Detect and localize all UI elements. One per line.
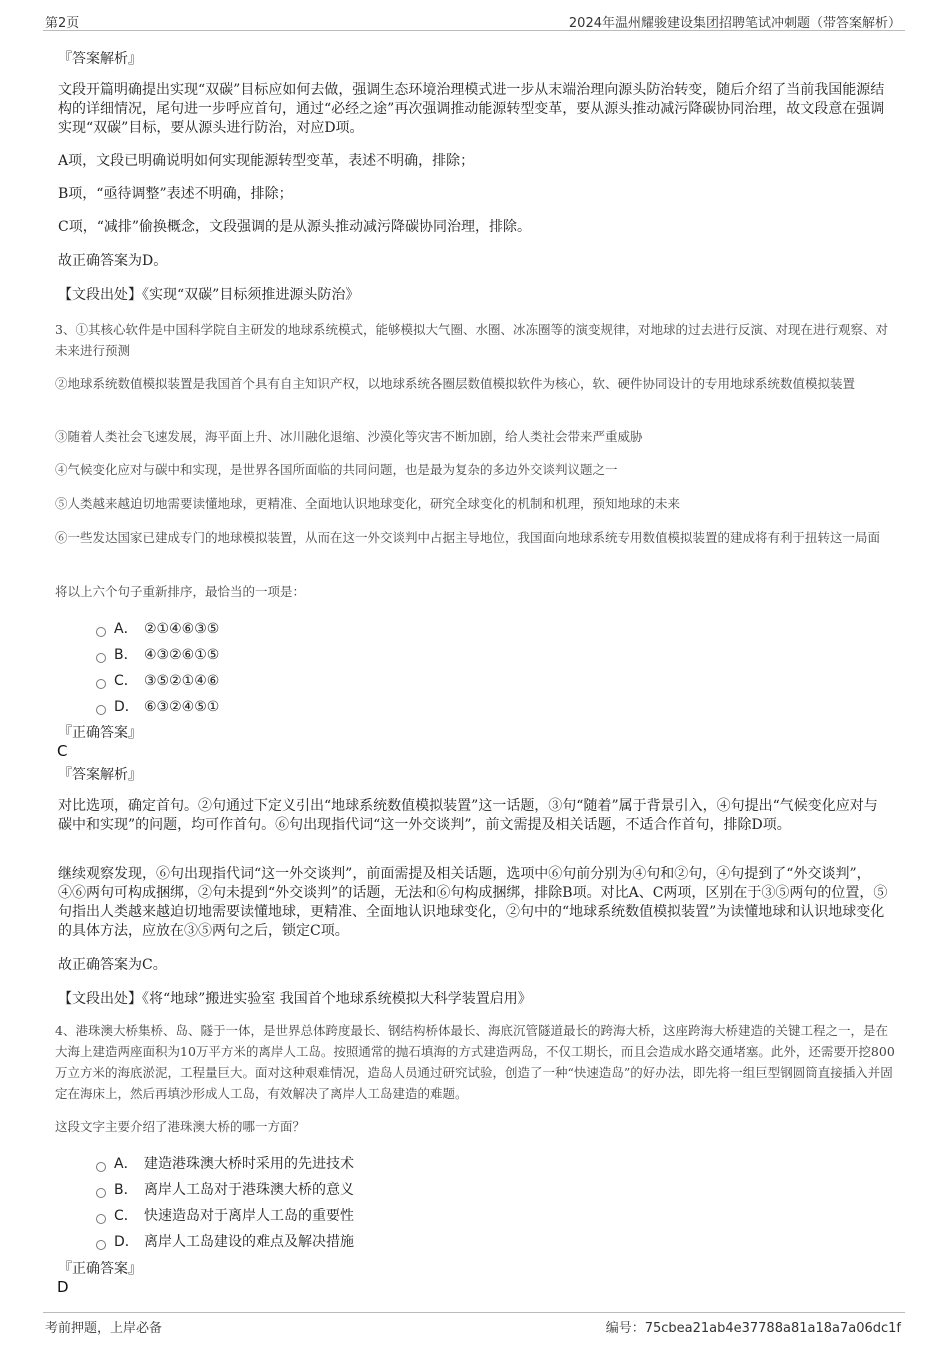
- q2-option-c-note: C项，“减排”偷换概念，文段强调的是从源头推动减污降碳协同治理，排除。: [58, 219, 532, 235]
- footer-serial: 编号：75cbea21ab4e37788a81a18a7a06dc1f: [605, 1321, 901, 1336]
- q3-answer: C: [57, 742, 68, 760]
- q2-option-a-note: A项，文段已明确说明如何实现能源转型变革，表述不明确，排除；: [58, 153, 475, 169]
- radio-icon[interactable]: [96, 627, 106, 637]
- page-number: 第2页: [45, 16, 80, 31]
- radio-icon[interactable]: [96, 1162, 106, 1172]
- q2-analysis-label: 『答案解析』: [58, 51, 142, 67]
- q3-sentence-2: ②地球系统数值模拟装置是我国首个具有自主知识产权，以地球系统各圈层数值模拟软件为核心，软、硬件协同设计的专用地球系统数值模拟装置: [55, 376, 856, 391]
- q3-option-b[interactable]: B． ④③②⑥①⑤: [96, 644, 219, 664]
- q2-conclusion: 故正确答案为D。: [58, 253, 168, 269]
- q4-prompt: 这段文字主要介绍了港珠澳大桥的哪一方面？: [55, 1119, 306, 1134]
- q3-answer-label: 『正确答案』: [58, 725, 142, 741]
- page-header: [43, 10, 905, 31]
- q2-source: 【文段出处】《实现“双碳”目标须推进源头防治》: [58, 287, 360, 303]
- footer-slogan: 考前押题，上岸必备: [45, 1321, 163, 1336]
- q3-option-d[interactable]: D． ⑥③②④⑤①: [96, 696, 219, 716]
- q4-option-d[interactable]: D． 离岸人工岛建设的难点及解决措施: [96, 1231, 354, 1251]
- q2-option-b-note: B项，“亟待调整”表述不明确，排除；: [58, 186, 293, 202]
- q3-sentence-6: ⑥一些发达国家已建成专门的地球模拟装置，从而在这一外交谈判中占据主导地位，我国面向地球系统专用数值模拟装置的建成将有利于扭转这一局面: [55, 530, 881, 545]
- radio-icon[interactable]: [96, 1214, 106, 1224]
- radio-icon[interactable]: [96, 705, 106, 715]
- radio-icon[interactable]: [96, 1188, 106, 1198]
- q3-option-c[interactable]: C． ③⑤②①④⑥: [96, 670, 219, 690]
- q3-analysis-label: 『答案解析』: [58, 767, 142, 783]
- q3-sentence-1: 3、①其核心软件是中国科学院自主研发的地球系统模式，能够模拟大气圈、水圈、冰冻圈等的演变规律，对地球的过去进行反演、对现在进行观察、对未来进行预测: [55, 322, 888, 358]
- radio-icon[interactable]: [96, 1240, 106, 1250]
- document-title: 2024年温州耀骏建设集团招聘笔试冲刺题（带答案解析）: [568, 16, 901, 31]
- page-footer: [43, 1312, 905, 1337]
- q3-analysis-1: 对比选项，确定首句。②句通过下定义引出“地球系统数值模拟装置”这一话题，③句“随着”属于背景引入，④句提出“气候变化应对与碳中和实现”的问题，均可作首句。⑥句出现指代词“这一外交谈判”，前文需提及相关话题，不适合作首句，排除D项。: [58, 798, 878, 833]
- radio-icon[interactable]: [96, 679, 106, 689]
- q3-analysis-2: 继续观察发现，⑥句出现指代词“这一外交谈判”，前面需提及相关话题，选项中⑥句前分别为④句和②句，④句提到了“外交谈判”，④⑥两句可构成捆绑，②句未提到“外交谈判”的话题，无法和⑥句构成捆绑，排除B项。对比A、C两项，区别在于③⑤两句的位置，⑤句指出人类越来越迫切地需要读懂地球，更精准、全面地认识地球变化，②句中的“地球系统数值模拟装置”为读懂地球和认识地球变化的具体方法，应放在③⑤两句之后，锁定C项。: [58, 866, 888, 939]
- q3-conclusion: 故正确答案为C。: [58, 957, 167, 973]
- q4-option-c[interactable]: C． 快速造岛对于离岸人工岛的重要性: [96, 1205, 354, 1225]
- q4-answer: D: [57, 1278, 69, 1296]
- q3-sentence-3: ③随着人类社会飞速发展，海平面上升、冰川融化退缩、沙漠化等灾害不断加剧，给人类社会带来严重威胁: [55, 429, 643, 444]
- q2-analysis-text: 文段开篇明确提出实现“双碳”目标应如何去做，强调生态环境治理模式进一步从末端治理向源头防治转变，随后介绍了当前我国能源结构的详细情况，尾句进一步呼应首句，通过“必经之途”再次强调推动能源转型变革，要从源头推动减污降碳协同治理，故文段意在强调实现“双碳”目标，要从源头进行防治，对应D项。: [58, 82, 885, 136]
- q4-answer-label: 『正确答案』: [58, 1261, 142, 1277]
- q3-sentence-4: ④气候变化应对与碳中和实现，是世界各国所面临的共同问题，也是最为复杂的多边外交谈判议题之一: [55, 462, 618, 477]
- q4-option-b[interactable]: B． 离岸人工岛对于港珠澳大桥的意义: [96, 1179, 354, 1199]
- q3-option-a[interactable]: A． ②①④⑥③⑤: [96, 618, 219, 638]
- q4-option-a[interactable]: A． 建造港珠澳大桥时采用的先进技术: [96, 1153, 354, 1173]
- radio-icon[interactable]: [96, 653, 106, 663]
- q3-sentence-5: ⑤人类越来越迫切地需要读懂地球，更精准、全面地认识地球变化，研究全球变化的机制和机理，预知地球的未来: [55, 496, 681, 511]
- q3-source: 【文段出处】《将“地球”搬进实验室 我国首个地球系统模拟大科学装置启用》: [58, 991, 532, 1007]
- q4-stem: 4、港珠澳大桥集桥、岛、隧于一体，是世界总体跨度最长、钢结构桥体最长、海底沉管隧道最长的跨海大桥，这座跨海大桥建造的关键工程之一，是在大海上建造两座面积为10万平方米的离岸人工岛。按照通常的抛石填海的方式建造两岛，不仅工期长，而且会造成水路交通堵塞。此外，还需要开挖800万立方米的海底淤泥，工程量巨大。面对这种艰难情况，造岛人员通过研究试验，创造了一种“快速造岛”的好办法，即先将一组巨型钢圆筒直接插入并固定在海床上，然后再填沙形成人工岛，有效解决了离岸人工岛建造的难题。: [55, 1023, 895, 1101]
- q3-prompt: 将以上六个句子重新排序，最恰当的一项是：: [55, 584, 306, 599]
